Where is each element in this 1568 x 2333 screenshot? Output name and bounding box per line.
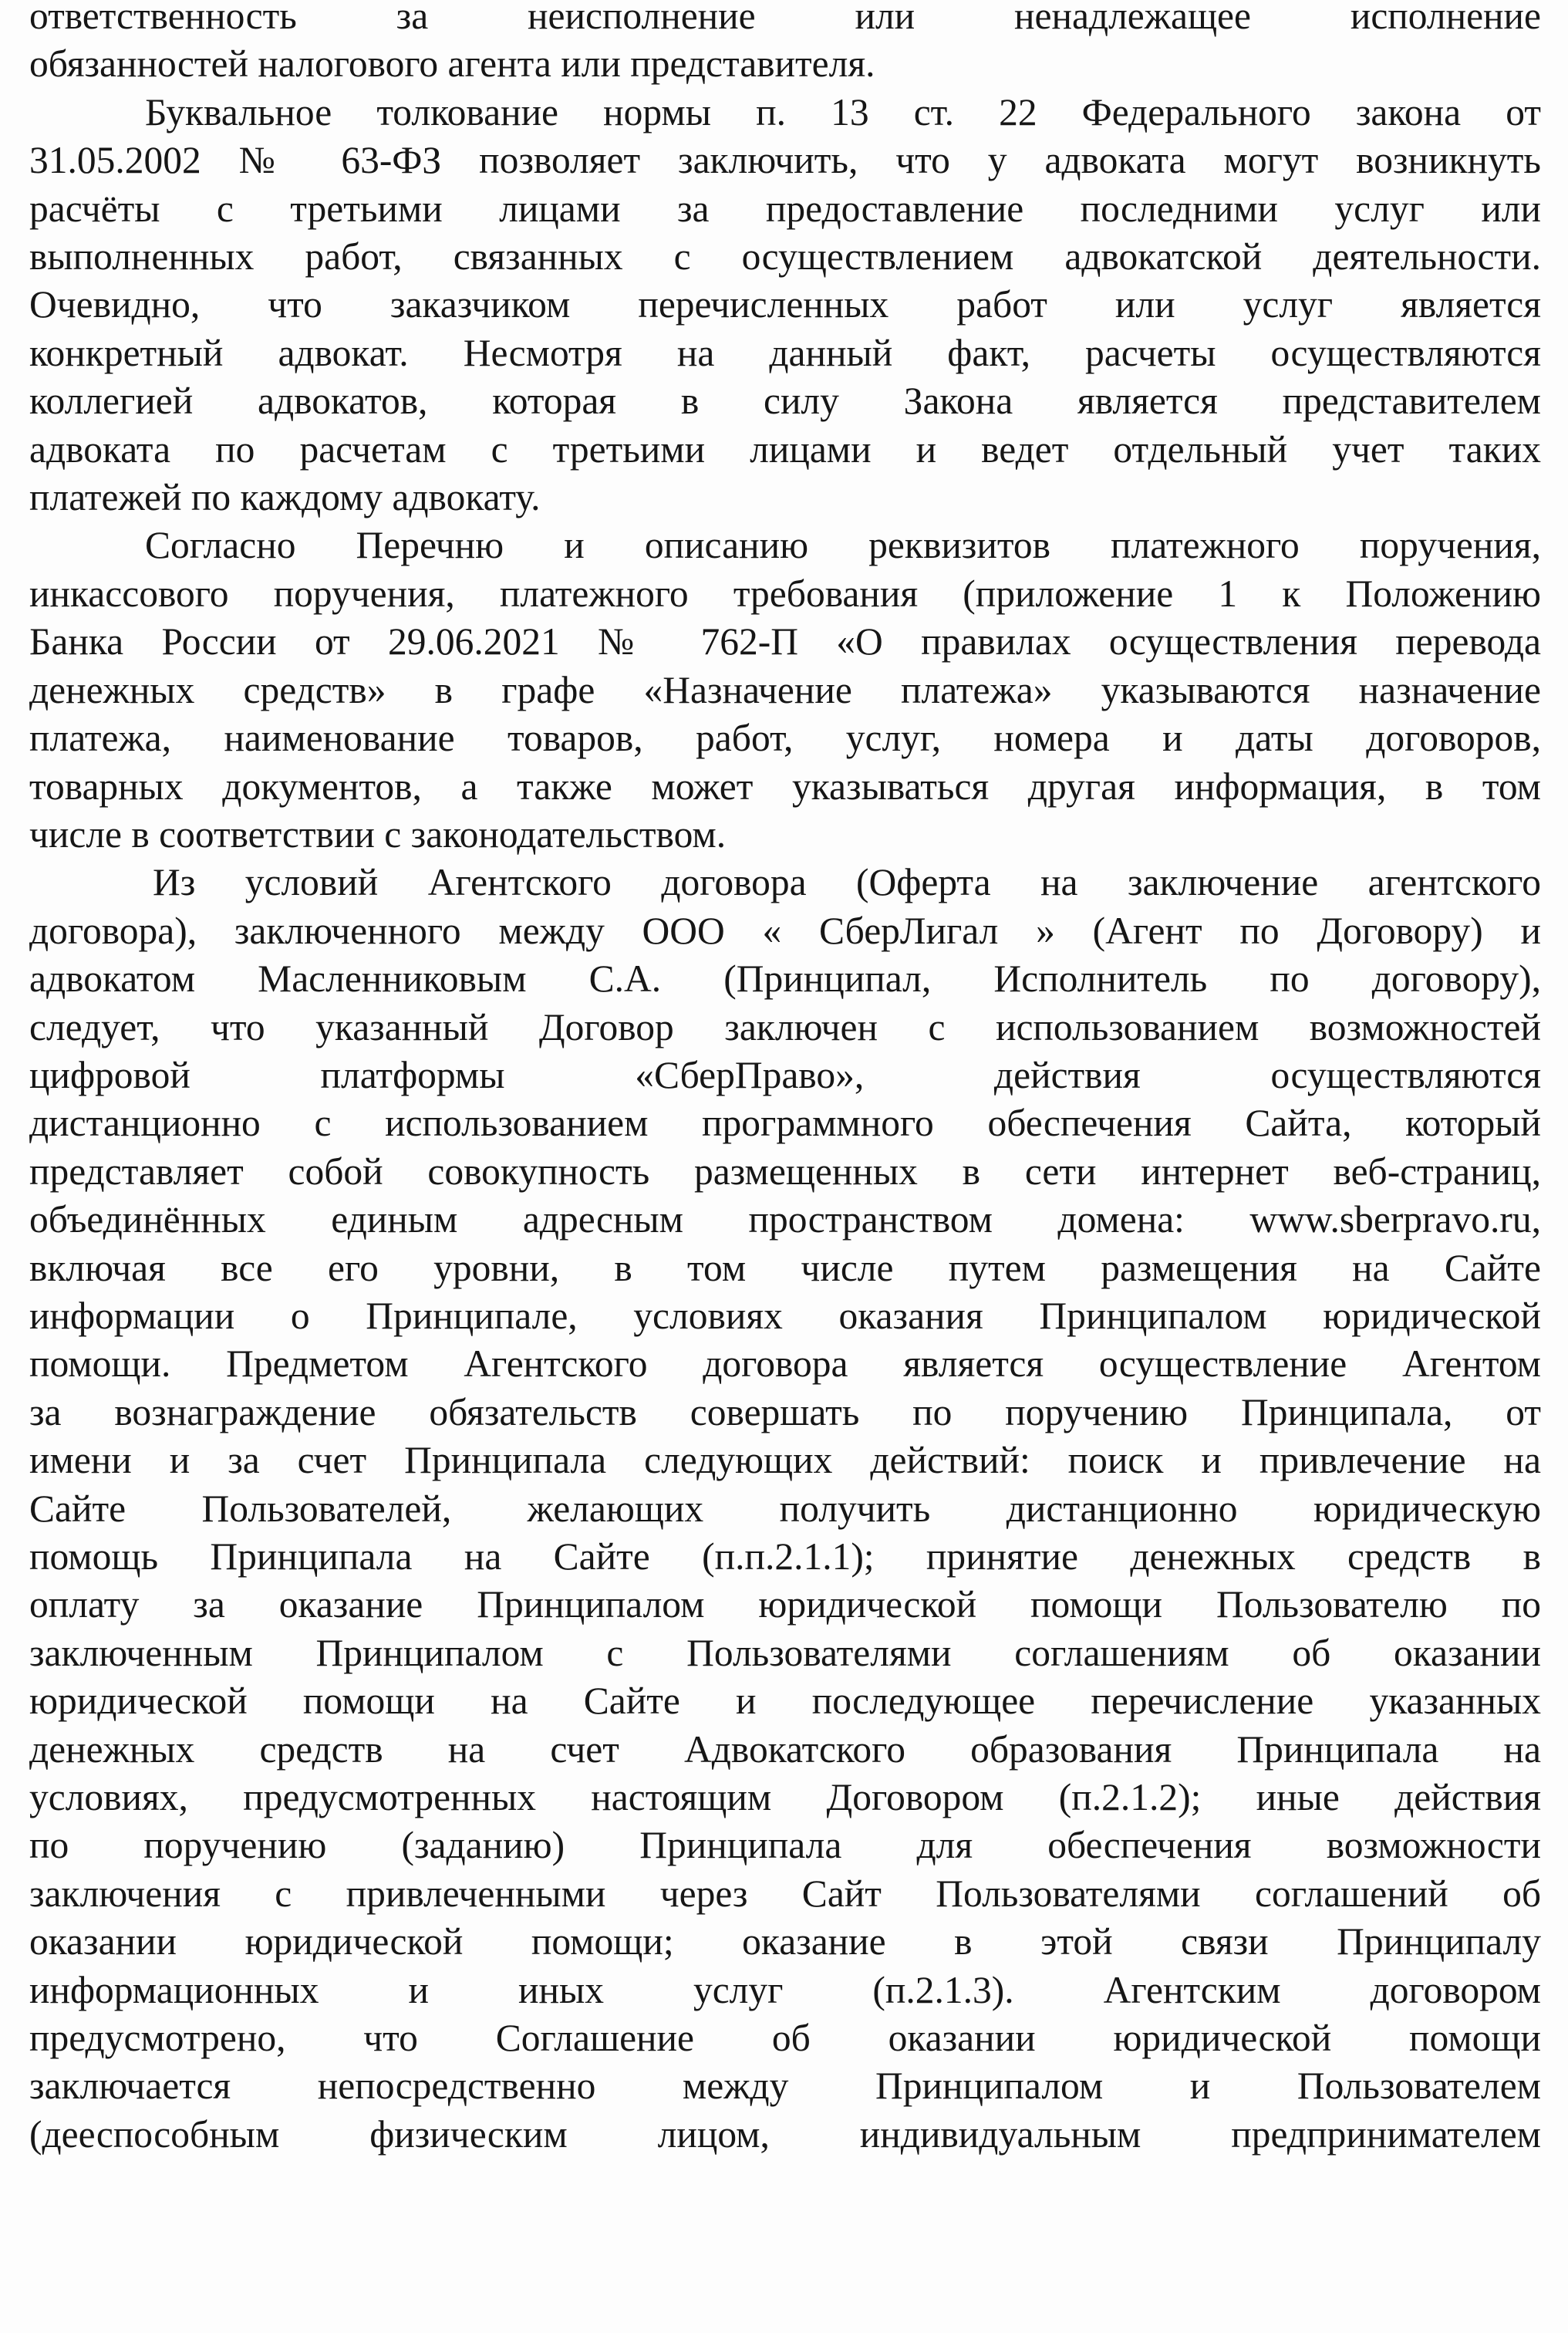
paragraph-4 (29, 859, 1541, 2159)
text-line: информационных и иных услуг (п.2.1.3). Агентским договором (29, 1968, 1541, 2011)
text-line: заключенным Принципалом с Пользователями соглашениям об оказании (29, 1631, 1541, 1674)
text-line: обязанностей налогового агента или представителя. (29, 42, 875, 86)
text-line: условиях, предусмотренных настоящим Договором (п.2.1.2); иные действия (29, 1776, 1541, 1819)
text-line: информации о Принципале, условиях оказания Принципалом юридической (29, 1294, 1541, 1337)
text-line: юридической помощи на Сайте и последующее перечисление указанных (29, 1680, 1541, 1723)
text-line: оказании юридической помощи; оказание в этой связи Принципалу (29, 1920, 1541, 1963)
text-line: оплату за оказание Принципалом юридической помощи Пользователю по (29, 1583, 1541, 1626)
text-line: помощь Принципала на Сайте (п.п.2.1.1); принятие денежных средств в (29, 1535, 1541, 1578)
text-line: представляет собой совокупность размещенных в сети интернет веб-страниц, (29, 1150, 1541, 1193)
text-line: Буквальное толкование нормы п. 13 ст. 22 Федерального закона от (145, 90, 1541, 133)
text-line: Сайте Пользователей, желающих получить дистанционно юридическую (29, 1487, 1541, 1530)
text-line: Очевидно, что заказчиком перечисленных работ или услуг является (29, 283, 1541, 326)
text-line: включая все его уровни, в том числе путем размещения на Сайте (29, 1246, 1541, 1289)
text-line: Из условий Агентского договора (Оферта на заключение агентского (153, 861, 1541, 904)
text-line: заключается непосредственно между Принципалом и Пользователем (29, 2065, 1541, 2108)
text-line: имени и за счет Принципала следующих действий: поиск и привлечение на (29, 1439, 1541, 1482)
paragraph-3 (29, 522, 1541, 859)
text-line: по поручению (заданию) Принципала для обеспечения возможности (29, 1824, 1541, 1867)
text-line: денежных средств» в графе «Назначение платежа» указываются назначение (29, 668, 1541, 711)
text-line: выполненных работ, связанных с осуществлением адвокатской деятельности. (29, 235, 1541, 279)
text-line: (дееспособным физическим лицом, индивидуальным предпринимателем (29, 2112, 1541, 2156)
paragraph-1 (29, 0, 1541, 89)
text-line: адвоката по расчетам с третьими лицами и ведет отдельный учет таких (29, 427, 1541, 471)
text-line: за вознаграждение обязательств совершать по поручению Принципала, от (29, 1390, 1541, 1433)
text-line: ответственность за неисполнение или ненадлежащее исполнение (29, 0, 1541, 37)
text-line: расчёты с третьими лицами за предоставление последними услуг или (29, 187, 1541, 230)
text-line: денежных средств на счет Адвокатского образования Принципала на (29, 1727, 1541, 1771)
text-line: Согласно Перечню и описанию реквизитов платежного поручения, (145, 524, 1541, 567)
text-line: объединённых единым адресным пространством домена: www.sberpravo.ru, (29, 1198, 1541, 1241)
text-line: адвокатом Масленниковым С.А. (Принципал, Исполнитель по договору), (29, 957, 1541, 1001)
document-body (29, 0, 1541, 2159)
text-line: цифровой платформы «СберПраво», действия осуществляются (29, 1053, 1541, 1096)
text-line: платежа, наименование товаров, работ, услуг, номера и даты договоров, (29, 717, 1541, 760)
text-line: договора), заключенного между ООО « СберЛигал » (Агент по Договору) и (29, 909, 1541, 952)
text-line: дистанционно с использованием программного обеспечения Сайта, который (29, 1102, 1541, 1145)
text-line: инкассового поручения, платежного требования (приложение 1 к Положению (29, 572, 1541, 615)
text-line: Банка России от 29.06.2021 № 762-П «О правилах осуществления перевода (29, 620, 1541, 663)
text-line: следует, что указанный Договор заключен с использованием возможностей (29, 1005, 1541, 1048)
text-line: заключения с привлеченными через Сайт Пользователями соглашений об (29, 1872, 1541, 1915)
text-line: числе в соответствии с законодательством. (29, 812, 727, 856)
text-line: коллегией адвокатов, которая в силу Закона является представителем (29, 380, 1541, 423)
text-line: 31.05.2002 № 63-ФЗ позволяет заключить, что у адвоката могут возникнуть (29, 139, 1541, 182)
text-line: конкретный адвокат. Несмотря на данный факт, расчеты осуществляются (29, 331, 1541, 374)
text-line: помощи. Предметом Агентского договора является осуществление Агентом (29, 1342, 1541, 1386)
text-line: платежей по каждому адвокату. (29, 476, 541, 519)
paragraph-2 (29, 89, 1541, 522)
text-line: товарных документов, а также может указываться другая информация, в том (29, 765, 1541, 808)
text-line: предусмотрено, что Соглашение об оказании юридической помощи (29, 2017, 1541, 2060)
